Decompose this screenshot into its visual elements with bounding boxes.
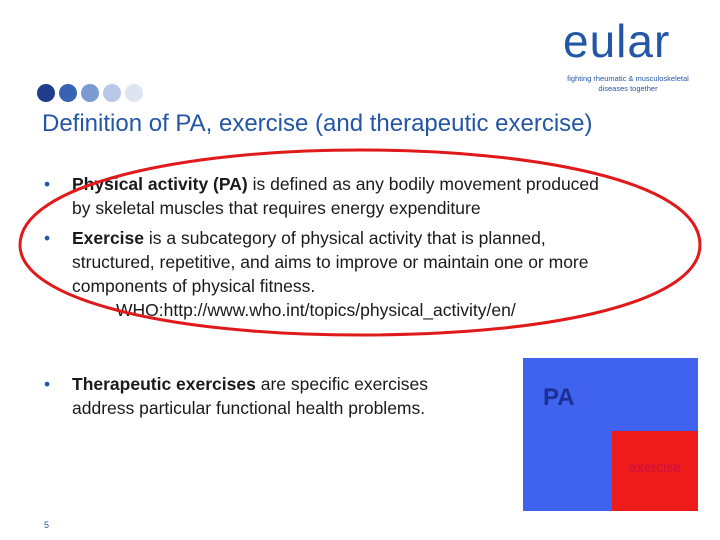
dot-4: [103, 84, 121, 102]
bullet-term: Exercise: [72, 228, 145, 248]
bullet-line: by skeletal muscles that requires energy expenditure: [72, 198, 481, 218]
exercise-label: exercise: [628, 459, 682, 475]
who-reference-link[interactable]: WHO:http://www.who.int/topics/physical_activity/en/: [116, 300, 516, 320]
logo-tagline: [548, 74, 708, 94]
decorative-dots: [37, 84, 143, 102]
bullet-text: [72, 372, 428, 420]
bullet-term: Physical activity (PA): [72, 174, 248, 194]
exercise-box: [612, 431, 698, 511]
dot-2: [59, 84, 77, 102]
bullet-text: [72, 172, 599, 220]
pa-label: PA: [543, 384, 575, 411]
bullet-line: structured, repetitive, and aims to improve or maintain one or more: [72, 252, 589, 272]
page-number: 5: [44, 520, 50, 530]
logo-tagline-line1: fighting rheumatic & musculoskeletal: [567, 74, 689, 83]
bullet-term: Therapeutic exercises: [72, 374, 256, 394]
logo-tagline-line2: diseases together: [598, 84, 658, 93]
bullet-mark: •: [44, 228, 51, 248]
dot-5: [125, 84, 143, 102]
bullet-text: [72, 226, 588, 322]
bullet-line: address particular functional health problems.: [72, 398, 426, 418]
bullet-rest: is defined as any bodily movement produced: [247, 174, 599, 194]
slide-title: Definition of PA, exercise (and therapeutic exercise): [42, 110, 593, 137]
bullet-mark: •: [44, 174, 51, 194]
bullet-mark: •: [44, 374, 51, 394]
bullet-rest: are specific exercises: [255, 374, 429, 394]
logo-wordmark: eular: [563, 15, 671, 67]
dot-3: [81, 84, 99, 102]
bullet-rest: is a subcategory of physical activity that is planned,: [144, 228, 546, 248]
bullet-line: components of physical fitness.: [72, 276, 316, 296]
dot-1: [37, 84, 55, 102]
pa-box: [523, 358, 698, 511]
